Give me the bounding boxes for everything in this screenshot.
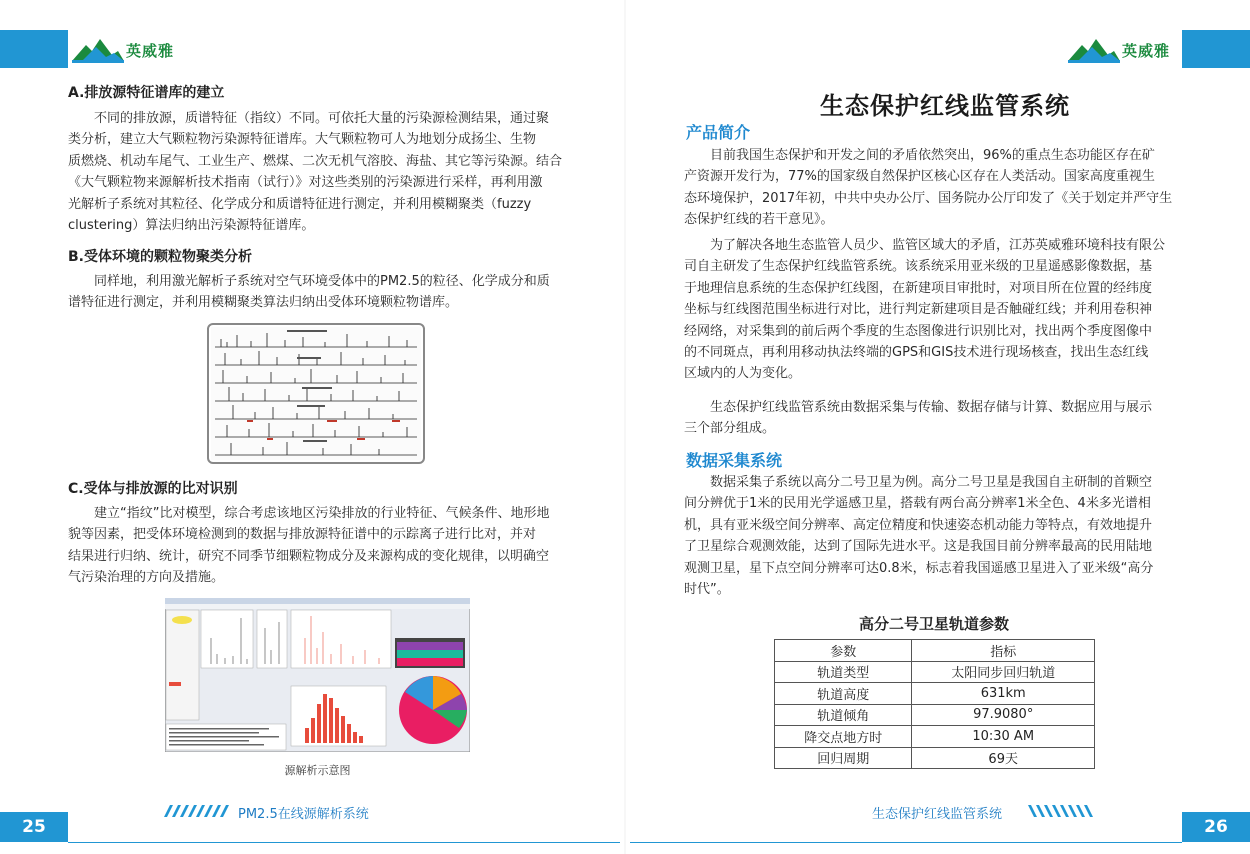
line: 谱特征进行测定，并利用模糊聚类算法归纳出受体环境颗粒物谱库。 [68, 295, 459, 311]
footer-rule-right [630, 842, 1182, 843]
line: 机，具有亚米级空间分辨率、高定位精度和快速姿态机动能力等特点，有效地提升 [684, 517, 1153, 533]
table-row [775, 726, 1095, 748]
line: 区域内的人为变化。 [684, 366, 802, 382]
page-title: 生态保护红线监管系统 [820, 92, 1070, 120]
section-a-title: A.排放源特征谱库的建立 [68, 85, 225, 101]
page-number-left: 25 [0, 812, 68, 842]
line: 态保护红线的若干意见》。 [684, 212, 834, 228]
line: 目前我国生态保护和开发之间的矛盾依然突出，96%的重点生态功能区存在矿 [710, 148, 1155, 163]
line: clustering）算法归纳出污染源特征谱库。 [68, 218, 315, 234]
section-a-body [68, 108, 568, 236]
line: 坐标与红线图范围坐标进行对比，进行判定新建项目是否触碰红线；并利用卷积神 [684, 302, 1153, 318]
line: 生态保护红线监管系统由数据采集与传输、数据存储与计算、数据应用与展示 [710, 400, 1153, 415]
mass-spectra-figure [207, 323, 425, 464]
line: 气污染治理的方向及措施。 [68, 570, 225, 586]
line: 建立“指纹”比对模型，综合考虑该地区污染排放的行业特征、气候条件、地形地 [94, 506, 550, 521]
section-b-body [68, 271, 568, 314]
table-cell: 轨道类型 [775, 661, 912, 683]
table-cell: 10:30 AM [912, 726, 1095, 748]
figure-caption: 源解析示意图 [284, 764, 351, 777]
brand-name: 英威雅 [126, 41, 175, 60]
line: 产资源开发行为，77%的国家级自然保护区核心区存在人类活动。国家高度重视生 [684, 169, 1155, 185]
table-cell: 轨道倾角 [775, 704, 912, 726]
table-header-cell: 参数 [775, 640, 912, 662]
line: 司自主研发了生态保护红线监管系统。该系统采用亚米级的卫星遥感影像数据，基 [684, 259, 1153, 275]
section-b-title: B.受体环境的颗粒物聚类分析 [68, 249, 252, 265]
intro-paragraph-1 [684, 145, 1188, 231]
line: 了卫星综合观测效能，达到了国际先进水平。这是我国目前分辨率最高的民用陆地 [684, 539, 1153, 555]
table-cell: 97.9080° [912, 704, 1095, 726]
mountain-logo-icon [72, 37, 124, 63]
mountain-logo-icon [1068, 37, 1120, 63]
footer-rule-left [68, 842, 620, 843]
line: 于地理信息系统的生态保护红线图，在新建项目审批时，对项目所在位置的经纬度 [684, 280, 1153, 296]
line: 三个部分组成。 [684, 421, 776, 437]
line: 态环境保护，2017年初，中共中央办公厅、国务院办公厅印发了《关于划定并严守生 [684, 190, 1173, 206]
header-corner-left [0, 30, 68, 68]
brand-logo-left [72, 36, 174, 64]
line: 时代”。 [684, 582, 730, 598]
page-number-right: 26 [1182, 812, 1250, 842]
line: 貌等因素，把受体环境检测到的数据与排放源特征谱中的示踪离子进行比对，并对 [68, 527, 537, 543]
intro-paragraph-3 [684, 397, 1188, 440]
header-corner-right [1182, 30, 1250, 68]
line: 类分析，建立大气颗粒物污染源特征谱库。大气颗粒物可人为地划分成扬尘、生物 [68, 132, 537, 148]
brand-logo-right [1068, 36, 1170, 64]
source-apportionment-software-figure [165, 598, 470, 752]
line: 的不同斑点，再利用移动执法终端的GPS和GIS技术进行现场核查，找出生态红线 [684, 345, 1149, 361]
line: 数据采集子系统以高分二号卫星为例。高分二号卫星是我国自主研制的首颗空 [710, 475, 1153, 490]
line: 质燃烧、机动车尾气、工业生产、燃煤、二次无机气溶胶、海盐、其它等污染源。结合 [68, 153, 563, 169]
table-title: 高分二号卫星轨道参数 [858, 615, 1009, 633]
table-cell: 631km [912, 683, 1095, 705]
section-data-acquisition-title: 数据采集系统 [686, 451, 783, 470]
orbit-parameters-table [774, 639, 1095, 769]
table-cell: 太阳同步回归轨道 [912, 661, 1095, 683]
line: 光解析子系统对其粒径、化学成分和质谱特征进行测定，并利用模糊聚类（fuzzy [68, 196, 532, 212]
line: 同样地，利用激光解析子系统对空气环境受体中的PM2.5的粒径、化学成分和质 [94, 274, 550, 289]
line: 《大气颗粒物来源解析技术指南（试行）》对这些类别的污染源进行采样，再利用激 [68, 175, 543, 191]
line: 不同的排放源，质谱特征（指纹）不同。可依托大量的污染源检测结果，通过聚 [94, 111, 550, 126]
section-intro-title: 产品简介 [686, 123, 751, 142]
data-acquisition-paragraph [684, 472, 1188, 600]
line: 结果进行归纳、统计，研究不同季节细颗粒物成分及来源构成的变化规律，以明确空 [68, 548, 550, 564]
stripes-decoration-icon [1022, 805, 1100, 817]
line: 间分辨优于1米的民用光学遥感卫星，搭载有两台高分辨率1米全色、4米多光谱相 [684, 496, 1151, 512]
table-row [775, 704, 1095, 726]
table-cell: 轨道高度 [775, 683, 912, 705]
stripes-decoration-icon [158, 805, 236, 817]
line: 经网络，对采集到的前后两个季度的生态图像进行识别比对，找出两个季度图像中 [684, 323, 1153, 339]
footer-title-left: PM2.5在线源解析系统 [238, 807, 369, 822]
table-cell: 降交点地方时 [775, 726, 912, 748]
line: 观测卫星，星下点空间分辨率可达0.8米，标志着我国遥感卫星进入了亚米级“高分 [684, 560, 1154, 576]
section-c-title: C.受体与排放源的比对识别 [68, 481, 238, 497]
footer-title-right: 生态保护红线监管系统 [872, 807, 1003, 822]
section-c-body [68, 503, 568, 589]
table-row [775, 683, 1095, 705]
table-header-cell: 指标 [912, 640, 1095, 662]
table-row [775, 661, 1095, 683]
intro-paragraph-2 [684, 235, 1188, 385]
page-fold [624, 0, 626, 854]
brand-name: 英威雅 [1122, 41, 1171, 60]
line: 为了解决各地生态监管人员少、监管区域大的矛盾，江苏英威雅环境科技有限公 [710, 238, 1166, 253]
table-header-row [775, 640, 1095, 662]
table-row [775, 747, 1095, 769]
table-cell: 69天 [912, 747, 1095, 769]
table-cell: 回归周期 [775, 747, 912, 769]
